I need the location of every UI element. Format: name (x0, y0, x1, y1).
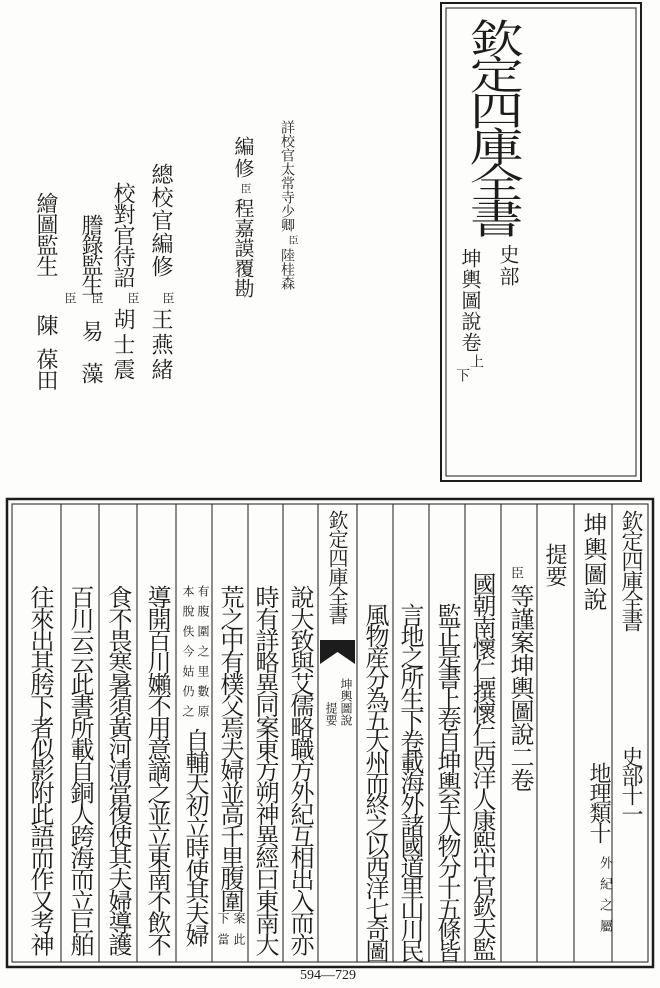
credit-office: 謄錄監生 (78, 214, 103, 294)
title-label-book: 坤輿圖說卷 (458, 248, 482, 353)
page-number: 594—729 (300, 968, 356, 983)
credit-chen: 臣 (63, 292, 77, 304)
text-column: 風物産分為五大州而終之以西洋七奇圖 (361, 603, 389, 960)
fishtail-mark (320, 640, 355, 664)
fold-book: 坤輿圖說 (339, 678, 353, 726)
credit-chen: 臣 (161, 292, 175, 304)
credit-chen: 臣 (126, 292, 140, 304)
abstract-heading: 提要 (542, 543, 567, 587)
credit-office: 編修 (231, 136, 255, 180)
category: 地理類十 (586, 762, 611, 842)
text-column: 國朝南懷仁撰懷仁西洋人康熙中官欽天監 (468, 572, 496, 959)
text-column: 百川云云此書所載自銅人跨海而立巨舶 (66, 585, 94, 954)
credit-name: 程嘉謨 (231, 198, 255, 258)
title-label-volume-upper: 上 (468, 354, 484, 368)
credit-name: 易 (78, 320, 103, 342)
annotation-line: 案此 (232, 912, 246, 954)
credit-office: 總校官編修 (148, 163, 173, 278)
credit-task: 覆勘 (231, 258, 255, 298)
title-label-section: 史部 (496, 244, 520, 288)
credit-name: 葆田 (33, 348, 58, 390)
subcategory: 外紀之屬 (597, 856, 612, 940)
text-column: 荒之中有樸父焉夫婦並高千里腹圍 (216, 585, 244, 911)
fold-title: 欽定四庫全書 (325, 510, 349, 624)
credit-name: 陸桂森 (279, 248, 295, 290)
text-column: 說大致與艾儒略職方外紀互相出入而亦 (286, 585, 314, 954)
credit-name: 胡士震 (110, 308, 135, 383)
book-title: 坤輿圖說 (579, 512, 607, 612)
text-column: 時有詳略異同案東方朔神異經曰東南大 (251, 585, 279, 954)
title-label-main-title: 欽定四庫全書 (460, 18, 524, 234)
credit-office: 校對官待詔 (110, 182, 135, 287)
annotation-line: 有腹圍之里數原 (196, 585, 210, 725)
credit-office: 詳校官太常寺少卿 (279, 120, 295, 232)
credit-name: 王燕緒 (148, 308, 173, 383)
credit-chen: 臣 (239, 183, 252, 194)
text-column: 言地之所生下卷載海外諸國道里山川民 (396, 603, 424, 960)
annotation-line: 本脫佚今姑仍之 (181, 585, 195, 725)
header-title: 欽定四庫全書 (618, 510, 643, 630)
text-column: 監正是書上卷自坤輿至人物分十五條皆 (433, 603, 461, 960)
text-chen: 臣 (508, 566, 523, 579)
credit-chen: 臣 (90, 292, 104, 304)
header-section: 史部十一 (618, 746, 643, 822)
credit-name: 藻 (78, 362, 103, 384)
text-column: 導開百川嬾不用意謫之並立東南不飲不 (143, 585, 171, 954)
fold-section: 提要 (324, 702, 338, 726)
text-column: 食不畏寒暑須黃河清當復使其夫婦導護 (104, 585, 132, 954)
annotation-line: 下當 (216, 912, 230, 954)
credit-office: 繪圖監生 (33, 192, 58, 276)
text-column: 等謹案坤輿圖說二卷 (506, 584, 534, 791)
title-label-volume-lower: 下 (454, 368, 470, 382)
text-column: 往來出其胯下者似影附此語而作又考神 (26, 585, 54, 954)
credit-name: 陳 (33, 314, 58, 336)
credit-chen: 臣 (286, 235, 297, 245)
text-column: 自輔天初立時使其夫婦 (181, 728, 209, 946)
